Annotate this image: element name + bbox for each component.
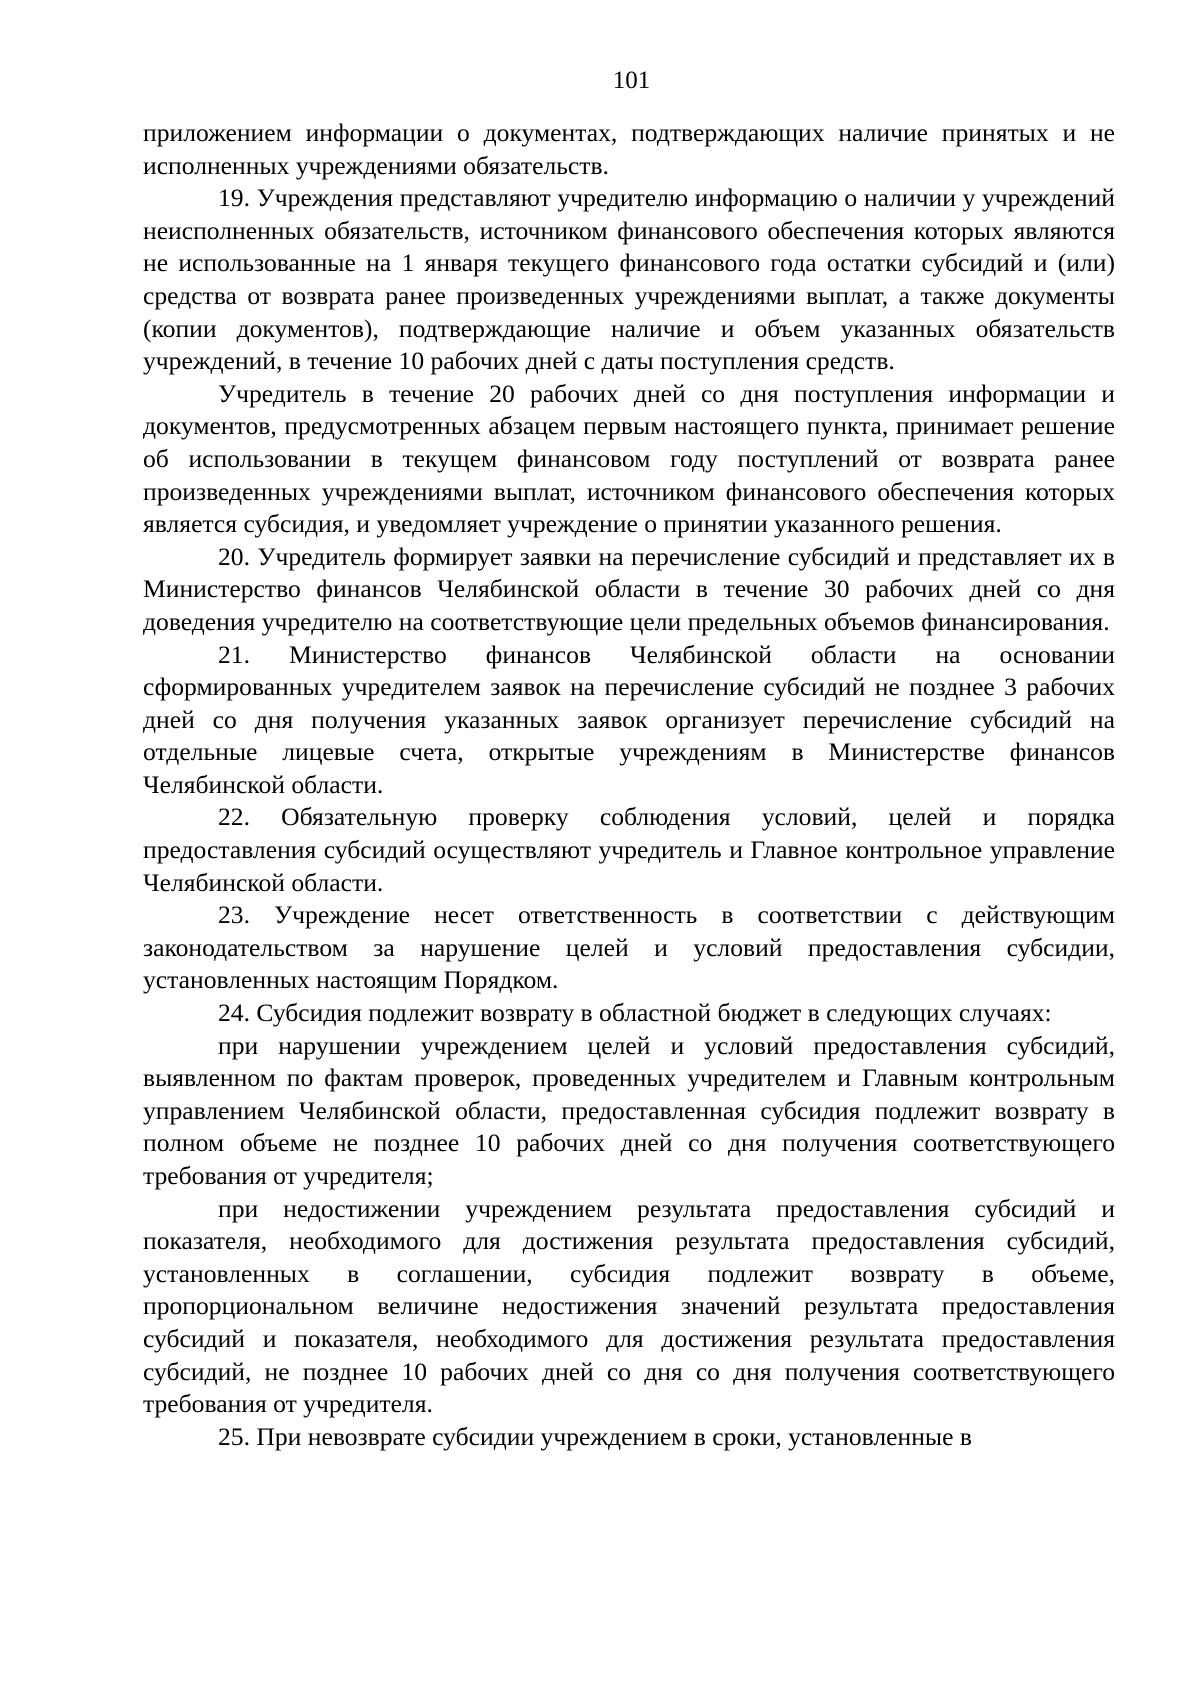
paragraph-24-nonachievement: при недостижении учреждением результата предоставления субсидий и показателя, необходимого для достижения результата предоставления субсидий, установленных в соглашении, субсидия подлежит возврату в объеме, пропорциональном величине недостижения значений результата предоставления субсидий и показателя, необходимого для достижения результата предоставления субсидий, не позднее 10 рабочих дней со дня со дня получения соответствующего требования от учредителя. (143, 1193, 1115, 1419)
paragraph-21: 21. Министерство финансов Челябинской области на основании сформированных учредителем заявок на перечисление субсидий не позднее 3 рабочих дней со дня получения указанных заявок организует перечисление субсидий на отдельные лицевые счета, открытые учреждениям в Министерстве финансов Челябинской области. (143, 639, 1115, 799)
paragraph-continuation: приложением информации о документах, подтверждающих наличие принятых и не исполненных учреждениями обязательств. (143, 118, 1115, 180)
paragraph-19: 19. Учреждения представляют учредителю информацию о наличии у учреждений неисполненных обязательств, источником финансового обеспечения которых являются не использованные на 1 января текущего финансового года остатки субсидий и (или) средства от возврата ранее произведенных учреждениями выплат, а также документы (копии документов), подтверждающие наличие и объем указанных обязательств учреждений, в течение 10 рабочих дней с даты поступления средств. (143, 183, 1115, 376)
paragraph-19-second: Учредитель в течение 20 рабочих дней со дня поступления информации и документов, предусмотренных абзацем первым настоящего пункта, принимает решение об использовании в текущем финансовом году поступлений от возврата ранее произведенных учреждениями выплат, источником финансового обеспечения которых является субсидия, и уведомляет учреждение о принятии указанного решения. (143, 378, 1115, 539)
paragraph-20: 20. Учредитель формирует заявки на перечисление субсидий и представляет их в Министерство финансов Челябинской области в течение 30 рабочих дней со дня доведения учредителю на соответствующие цели предельных объемов финансирования. (143, 541, 1115, 636)
paragraph-22: 22. Обязательную проверку соблюдения условий, целей и порядка предоставления субсидий осуществляют учредитель и Главное контрольное управление Челябинской области. (143, 802, 1115, 897)
page-number: 101 (612, 67, 651, 94)
paragraph-24: 24. Субсидия подлежит возврату в областной бюджет в следующих случаях: (218, 998, 1052, 1028)
paragraph-25: 25. При невозврате субсидии учреждением в сроки, установленные в (218, 1421, 972, 1451)
paragraph-23: 23. Учреждение несет ответственность в соответствии с действующим законодательством за нарушение целей и условий предоставления субсидии, установленных настоящим Порядком. (143, 900, 1115, 995)
document-body (143, 117, 1115, 1453)
paragraph-24-violation: при нарушении учреждением целей и условий предоставления субсидий, выявленном по фактам проверок, проведенных учредителем и Главным контрольным управлением Челябинской области, предоставленная субсидия подлежит возврату в полном объеме не позднее 10 рабочих дней со дня получения соответствующего требования от учредителя; (143, 1030, 1115, 1190)
